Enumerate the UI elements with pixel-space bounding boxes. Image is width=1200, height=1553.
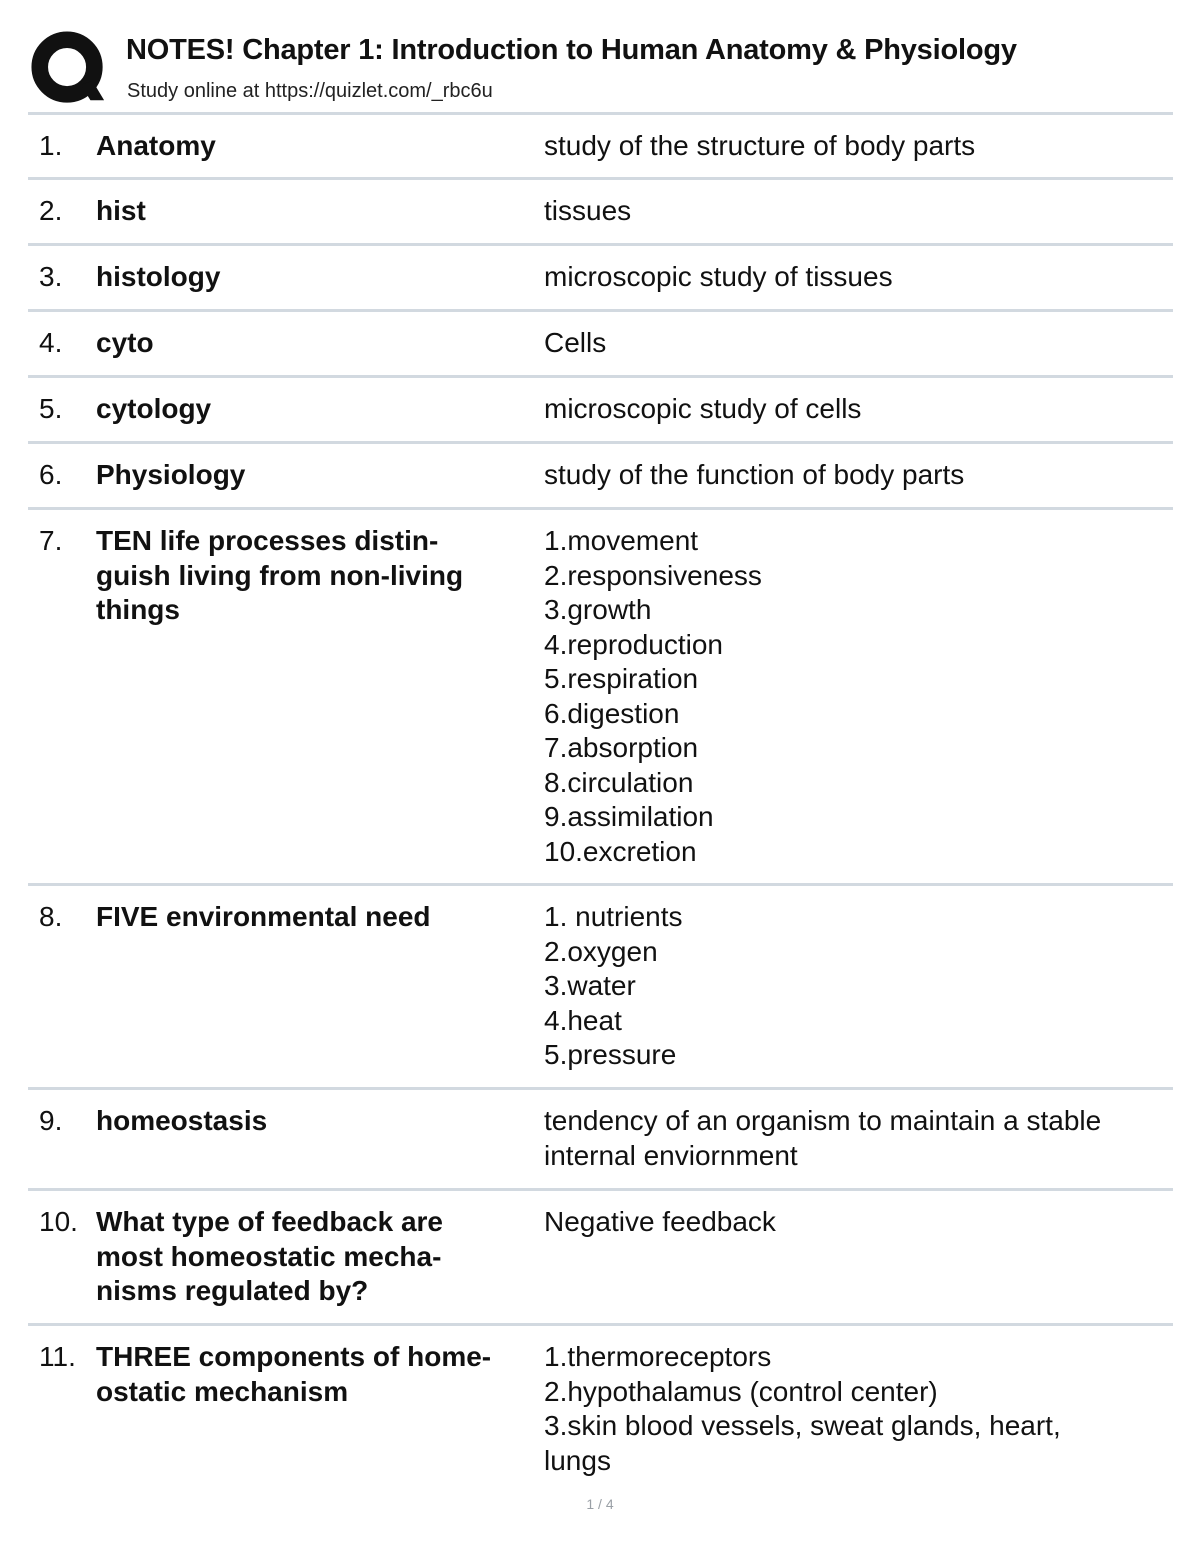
list-item — [28, 312, 1173, 375]
item-term: What type of feedback are most homeostatic mecha- nisms regulated by? — [96, 1206, 443, 1306]
item-number: 6. — [39, 459, 63, 490]
page-number: 1 / 4 — [586, 1496, 614, 1512]
list-item — [28, 378, 1173, 441]
item-definition: Cells — [544, 327, 607, 358]
quizlet-q-icon — [30, 30, 108, 108]
item-definition: microscopic study of cells — [544, 393, 862, 424]
list-item — [28, 1191, 1173, 1323]
list-item — [28, 180, 1173, 243]
item-term: FIVE environmental need — [96, 901, 431, 932]
list-item — [28, 444, 1173, 507]
item-number: 5. — [39, 393, 63, 424]
item-definition: 1.thermoreceptors 2.hypothalamus (control center) 3.skin blood vessels, sweat glands, heart, lungs — [544, 1341, 1061, 1476]
item-number: 2. — [39, 195, 63, 226]
list-item — [28, 115, 1173, 177]
list-item — [28, 1326, 1173, 1486]
item-number: 3. — [39, 261, 63, 292]
item-term: THREE components of home- ostatic mechanism — [96, 1341, 492, 1407]
item-number: 8. — [39, 901, 63, 932]
study-online-link[interactable]: Study online at https://quizlet.com/_rbc6u — [127, 80, 493, 102]
list-item — [28, 246, 1173, 309]
item-definition: 1.movement 2.responsiveness 3.growth 4.reproduction 5.respiration 6.digestion 7.absorption 8.circulation 9.assimilation 10.excretion — [544, 525, 762, 867]
item-definition: tissues — [544, 195, 632, 226]
notes-list — [28, 112, 1173, 1486]
page-header — [28, 26, 1178, 112]
item-definition: study of the function of body parts — [544, 459, 965, 490]
item-number: 4. — [39, 327, 63, 358]
item-term: hist — [96, 195, 146, 226]
item-number: 7. — [39, 525, 63, 556]
list-item — [28, 1090, 1173, 1188]
item-number: 11. — [39, 1341, 76, 1372]
item-definition: 1. nutrients 2.oxygen 3.water 4.heat 5.pressure — [544, 901, 683, 1070]
item-term: Physiology — [96, 459, 246, 490]
item-definition: Negative feedback — [544, 1206, 776, 1237]
list-item — [28, 510, 1173, 883]
item-term: cyto — [96, 327, 154, 358]
item-number: 9. — [39, 1105, 63, 1136]
item-definition: tendency of an organism to maintain a stable internal enviornment — [544, 1105, 1102, 1171]
item-term: cytology — [96, 393, 212, 424]
item-definition: microscopic study of tissues — [544, 261, 893, 292]
item-term: histology — [96, 261, 221, 292]
list-item — [28, 886, 1173, 1087]
item-term: Anatomy — [96, 130, 216, 161]
item-number: 10. — [39, 1206, 78, 1237]
item-term: homeostasis — [96, 1105, 268, 1136]
page-title: NOTES! Chapter 1: Introduction to Human Anatomy & Physiology — [126, 34, 1017, 66]
item-number: 1. — [39, 130, 63, 161]
item-term: TEN life processes distin- guish living from non-living things — [96, 525, 464, 625]
item-definition: study of the structure of body parts — [544, 130, 976, 161]
